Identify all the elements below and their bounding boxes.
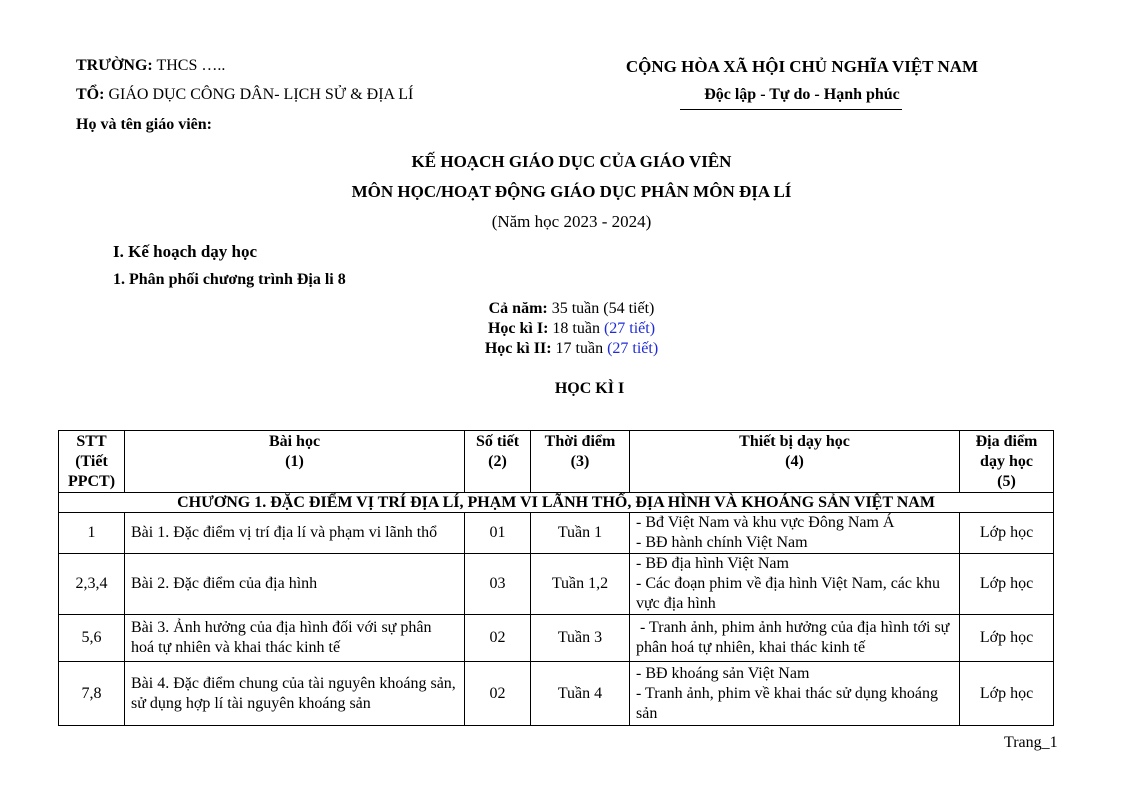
row-periods: 01 <box>465 513 531 554</box>
summary-sem1 <box>0 320 1123 338</box>
republic-title: CỘNG HÒA XÃ HỘI CHỦ NGHĨA VIỆT NAM <box>625 57 979 76</box>
row-stt: 7,8 <box>59 662 125 726</box>
header-lesson: Bài học (1) <box>125 431 465 493</box>
row-time: Tuần 4 <box>531 662 630 726</box>
section-subheading: 1. Phân phối chương trình Địa li 8 <box>113 271 346 288</box>
table-row <box>59 554 1054 615</box>
group-line <box>76 86 413 104</box>
sem2-label: Học kì II: <box>484 340 552 357</box>
school-year: (Năm học 2023 - 2024) <box>491 212 652 231</box>
row-time: Tuần 3 <box>531 615 630 662</box>
row-place: Lớp học <box>960 662 1054 726</box>
header-equipment: Thiết bị dạy học (4) <box>630 431 960 493</box>
motto: Độc lập - Tự do - Hạnh phúc <box>704 86 900 103</box>
school-value: THCS ….. <box>156 57 226 74</box>
year-value: 35 tuần (54 tiết) <box>551 300 655 317</box>
chapter-row <box>59 493 1054 513</box>
row-time: Tuần 1 <box>531 513 630 554</box>
table-row <box>59 513 1054 554</box>
motto-underline <box>680 109 902 110</box>
year-label: Cả năm: <box>488 300 548 317</box>
sem1-periods: (27 tiết) <box>603 320 656 337</box>
row-lesson: Bài 1. Đặc điểm vị trí địa lí và phạm vi lãnh thổ <box>125 513 465 554</box>
row-place: Lớp học <box>960 554 1054 615</box>
summary-year <box>0 300 1123 318</box>
sem2-weeks: 17 tuần <box>555 340 604 357</box>
page-number: Trang_1 <box>1004 734 1058 751</box>
table-row <box>59 662 1054 726</box>
school-label: TRƯỜNG: <box>76 57 153 74</box>
row-lesson: Bài 3. Ảnh hưởng của địa hình đối với sự phân hoá tự nhiên và khai thác kinh tế <box>125 615 465 662</box>
row-time: Tuần 1,2 <box>531 554 630 615</box>
sem2-periods: (27 tiết) <box>607 340 659 357</box>
sem1-weeks: 18 tuần <box>552 320 600 337</box>
group-value: GIÁO DỤC CÔNG DÂN- LỊCH SỬ & ĐỊA LÍ <box>108 86 414 103</box>
header-stt: STT (Tiết PPCT) <box>59 431 125 493</box>
lesson-plan-table <box>58 430 1054 726</box>
row-equipment: - Bđ Việt Nam và khu vực Đông Nam Á - BĐ hành chính Việt Nam <box>630 513 960 554</box>
school-line <box>76 57 225 75</box>
teacher-label: Họ và tên giáo viên: <box>76 116 212 133</box>
row-equipment: - Tranh ảnh, phim ảnh hưởng của địa hình tới sự phân hoá tự nhiên, khai thác kinh tế <box>630 615 960 662</box>
table-row <box>59 615 1054 662</box>
row-periods: 03 <box>465 554 531 615</box>
summary-sem2 <box>0 340 1123 358</box>
row-stt: 5,6 <box>59 615 125 662</box>
chapter-title: CHƯƠNG 1. ĐẶC ĐIỂM VỊ TRÍ ĐỊA LÍ, PHẠM VI LÃNH THỔ, ĐỊA HÌNH VÀ KHOÁNG SẢN VIỆT NAM <box>59 493 1054 513</box>
row-periods: 02 <box>465 662 531 726</box>
sem1-label: Học kì I: <box>487 320 549 337</box>
group-label: TỔ: <box>76 86 105 103</box>
table-header-row <box>59 431 1054 493</box>
row-periods: 02 <box>465 615 531 662</box>
row-place: Lớp học <box>960 513 1054 554</box>
plan-title: KẾ HOẠCH GIÁO DỤC CỦA GIÁO VIÊN <box>411 152 732 171</box>
row-lesson: Bài 2. Đặc điểm của địa hình <box>125 554 465 615</box>
row-equipment: - BĐ địa hình Việt Nam - Các đoạn phim về địa hình Việt Nam, các khu vực địa hình <box>630 554 960 615</box>
header-time: Thời điểm (3) <box>531 431 630 493</box>
row-lesson: Bài 4. Đặc điểm chung của tài nguyên khoáng sản, sử dụng hợp lí tài nguyên khoáng sản <box>125 662 465 726</box>
row-stt: 1 <box>59 513 125 554</box>
header-place: Địa điểm dạy học (5) <box>960 431 1054 493</box>
row-equipment: - BĐ khoáng sản Việt Nam - Tranh ảnh, phim về khai thác sử dụng khoáng sản <box>630 662 960 726</box>
semester-title: HỌC KÌ I <box>554 380 625 397</box>
subject-title: MÔN HỌC/HOẠT ĐỘNG GIÁO DỤC PHÂN MÔN ĐỊA LÍ <box>351 182 792 201</box>
row-stt: 2,3,4 <box>59 554 125 615</box>
header-periods: Số tiết (2) <box>465 431 531 493</box>
row-place: Lớp học <box>960 615 1054 662</box>
section-heading: I. Kế hoạch dạy học <box>113 242 258 261</box>
